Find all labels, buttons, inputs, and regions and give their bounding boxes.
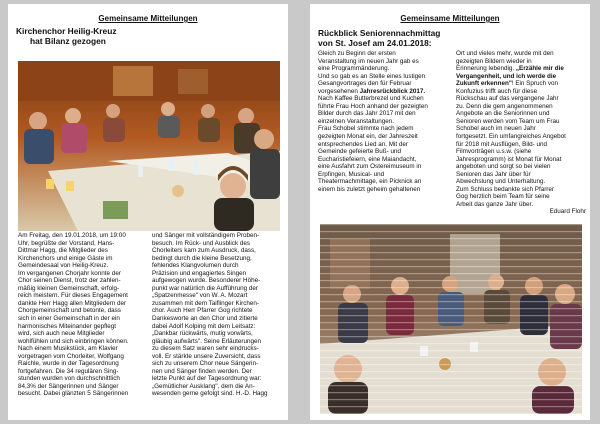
text-line: „Gemütlicher Ausklang", dem die An- xyxy=(152,382,255,390)
article-title-line1: Rückblick Seniorennachmittag xyxy=(318,28,441,38)
text-line: Filmvorträgen u.s.w. (siehe xyxy=(456,148,532,156)
text-line: chor. Auch Herr Pfarrer Gog richtete xyxy=(152,307,253,315)
senior-afternoon-photo xyxy=(320,224,582,414)
author-signature: Eduard Flohr xyxy=(549,208,586,216)
text-line: eine Ausfahrt zum Ostereimuseum in xyxy=(318,163,422,171)
text-line: „Dankbar rückwärts, mutig vorwärts, xyxy=(152,330,253,338)
article-title-line1: Kirchenchor Heilig-Kreuz xyxy=(16,26,117,36)
text-line: Nach einem Musikstück, am Klavier xyxy=(18,345,118,353)
text-line: Kirchenchors und einige Gäste im xyxy=(18,254,113,262)
text-line: Bilder durch das Jahr 2017 mit den xyxy=(318,110,416,118)
text-line: mäßig kleinen Gemeinschaft, erfolg- xyxy=(18,284,120,292)
article-column-1 xyxy=(318,50,450,193)
text-line: Angebote an die Seniorinnen und xyxy=(456,110,550,118)
quote-text: Vergangenheit, und ich werde die xyxy=(456,72,557,80)
text-line: stunden wurden von durchschnittlich xyxy=(18,375,120,383)
text-line xyxy=(318,88,450,96)
text-line: gezeigten Bildern wieder in xyxy=(456,57,532,65)
page-header: Gemeinsame Mitteilungen xyxy=(98,14,198,23)
text-line: führte Frau Hoch anhand der gezeigten xyxy=(318,102,428,110)
text-line: dabei Adolf Kolping mit dem Leitsatz: xyxy=(152,322,256,330)
text-line: Gemeinde gefeierte Buß- und xyxy=(318,148,401,156)
text-line: besuch. Im Rück- und Ausblick des xyxy=(152,239,250,247)
text-line: Jahresprogramm) ist Monat für Monat xyxy=(456,155,562,163)
text-line: harmonisches Miteinander gepflegt xyxy=(18,322,117,330)
text-line: einem bis zuletzt geheim gehaltenen xyxy=(318,185,421,193)
text-line: Senioren werden vom Team um Frau xyxy=(456,117,560,125)
text-line: wird, sich auch neue Mitglieder xyxy=(18,330,105,338)
text-line: fehlendes Klangvolumen durch xyxy=(152,262,239,270)
text-line: voll. Er stärkte unsere Zuversicht, dass xyxy=(152,352,261,360)
text-line: Am Freitag, den 19.01.2018, um 19:00 xyxy=(18,232,126,239)
text-line: Chorleiters kam zum Ausdruck, dass, xyxy=(152,247,256,255)
text-line: 84,3% der Sängerinnen und Sänger xyxy=(18,382,119,390)
text-line: aufgewogen wurde. Besonderer Höhe- xyxy=(152,277,261,285)
text-line: Konfuzius trifft auch für diese xyxy=(456,87,538,95)
text-line: Raichle, wurde in der Tagesordnung xyxy=(18,360,119,368)
text-line: sich zu unserem Chor neue Sängerin- xyxy=(152,360,259,368)
quote-text: Zukunft erkennen" xyxy=(456,80,512,88)
text-line: Rückschau auf das vergangene Jahr xyxy=(456,95,559,103)
text-line: Erpfingen, Musical- und xyxy=(318,170,385,178)
article-column-1 xyxy=(18,232,150,398)
text-fragment: vorgesehenen xyxy=(318,87,358,95)
text-line: nen und Sänger finden werden. Der xyxy=(152,367,252,375)
text-line: Abwechslung und Unterhaltung. xyxy=(456,178,546,186)
quote-text: „Erzähle mir die xyxy=(515,65,564,73)
text-line: Ort und vieles mehr, wurde mit den xyxy=(456,50,554,57)
text-line: punkt war natürlich die Aufführung der xyxy=(152,284,258,292)
page-header: Gemeinsame Mitteilungen xyxy=(400,14,500,23)
text-line: zusammen mit dem Taiflinger Kirchen- xyxy=(152,299,259,307)
text-line: Veranstaltung im neuen Jahr gab es xyxy=(318,57,419,65)
text-line: Theatermachmittage, ein Picknick an xyxy=(318,178,422,186)
text-line: Nach Kaffee Butterbrezel und Kuchen xyxy=(318,95,424,103)
text-line: Arbeit das ganze Jahr über. xyxy=(456,200,534,208)
text-line: angeboten und sorgt so bei vielen xyxy=(456,163,551,171)
text-line: einzelnen Veranstaltungen. xyxy=(318,117,394,125)
text-line xyxy=(456,80,586,88)
article-title-line2: hat Bilanz gezogen xyxy=(30,36,106,46)
text-line: zu diesem Satz waren sehr eindrucks- xyxy=(152,345,259,353)
text-line: Gesangvortrages den für Februar xyxy=(318,80,412,88)
text-line: für 2018 mit Ausflügen, Bild- und xyxy=(456,140,548,148)
text-line: Im vergangenen Chorjahr konnte der xyxy=(18,269,121,277)
text-line: sich in einer Gemeinschaft in der ein xyxy=(18,315,120,323)
text-fragment: ! Ein Spruch von xyxy=(511,80,559,88)
text-line: dankte Herr Hagg allen Mitgliedern der xyxy=(18,299,127,307)
text-line: letzte Punkt auf der Tagesordnung war: xyxy=(152,375,262,383)
newsletter-page-left xyxy=(8,4,288,420)
text-line: Schobel auch im neuen Jahr xyxy=(456,125,536,133)
text-line: Gleich zu Beginn der ersten xyxy=(318,50,396,57)
text-line: fortgesetzt. Ein umfangreiches Angebot xyxy=(456,133,566,141)
text-line: Dankesworte an den Chor und zitierte xyxy=(152,315,258,323)
text-line: Frau Schobel stimmte nach jedem xyxy=(318,125,414,133)
text-line: Präzision und engagiertes Singen xyxy=(152,269,247,277)
article-column-2 xyxy=(152,232,286,398)
text-line: entsprechendes Lied an. Mit der xyxy=(318,140,408,148)
text-line: wohlfühlen und sich einbringen können. xyxy=(18,337,129,345)
text-line: zu. Denn die gem angenommenen xyxy=(456,102,553,110)
text-line: Chorgemeinschaft und betonte, dass xyxy=(18,307,121,315)
highlight-text: Jahresrückblick 2017. xyxy=(359,87,426,95)
newsletter-page-right xyxy=(310,4,590,420)
text-line: fortgefahren. Die 34 regulären Sing- xyxy=(18,367,119,375)
text-line: Eucharistiefeiern, eine Maiandacht, xyxy=(318,155,417,163)
text-fragment: Erinnerung lebendig. xyxy=(456,65,515,73)
text-line xyxy=(456,65,586,73)
article-title-line2: von St. Josef am 24.01.2018: xyxy=(318,38,432,48)
article-column-2 xyxy=(456,50,586,216)
choir-meeting-photo xyxy=(18,61,280,231)
text-line: Dittmar Hagg, die Mitglieder des xyxy=(18,247,108,255)
text-line: reich meistern. Für dieses Engagement xyxy=(18,292,128,300)
text-line: Zum Schluss bedankte sich Pfarrer xyxy=(456,185,554,193)
text-line: gläubig aufwärts". Seine Erläuterungen xyxy=(152,337,262,345)
text-line: gezeigten Monat ein, der Jahreszeit xyxy=(318,133,418,141)
text-line: Gog herzlich beim Team für seine xyxy=(456,193,550,201)
text-line: und Sänger mit vollständigem Proben- xyxy=(152,232,260,239)
text-line: „Spatzenmesse" von W. A. Mozart xyxy=(152,292,248,300)
text-line: Gemeindesaal von Heilig-Kreuz. xyxy=(18,262,109,270)
text-line: Chor seinen Dienst, trotz der zahlen- xyxy=(18,277,121,285)
text-line: bedingt durch die kleine Besetzung, xyxy=(152,254,252,262)
text-line: besucht. Dabei glänzten 5 Sängerinnen xyxy=(18,390,129,398)
text-line: Uhr, begrüßte der Vorstand, Hans- xyxy=(18,239,115,247)
text-line: Senioren das Jahr über für xyxy=(456,170,531,178)
text-line: Und so gab es an Stelle eines lustigen xyxy=(318,72,426,80)
text-line: wesenden gerne gefolgt sind. H.-D. Hagg xyxy=(152,390,268,398)
text-line: vorgetragen vom Chorleiter, Wolfgang xyxy=(18,352,124,360)
text-line: eine Programmänderung. xyxy=(318,65,390,73)
